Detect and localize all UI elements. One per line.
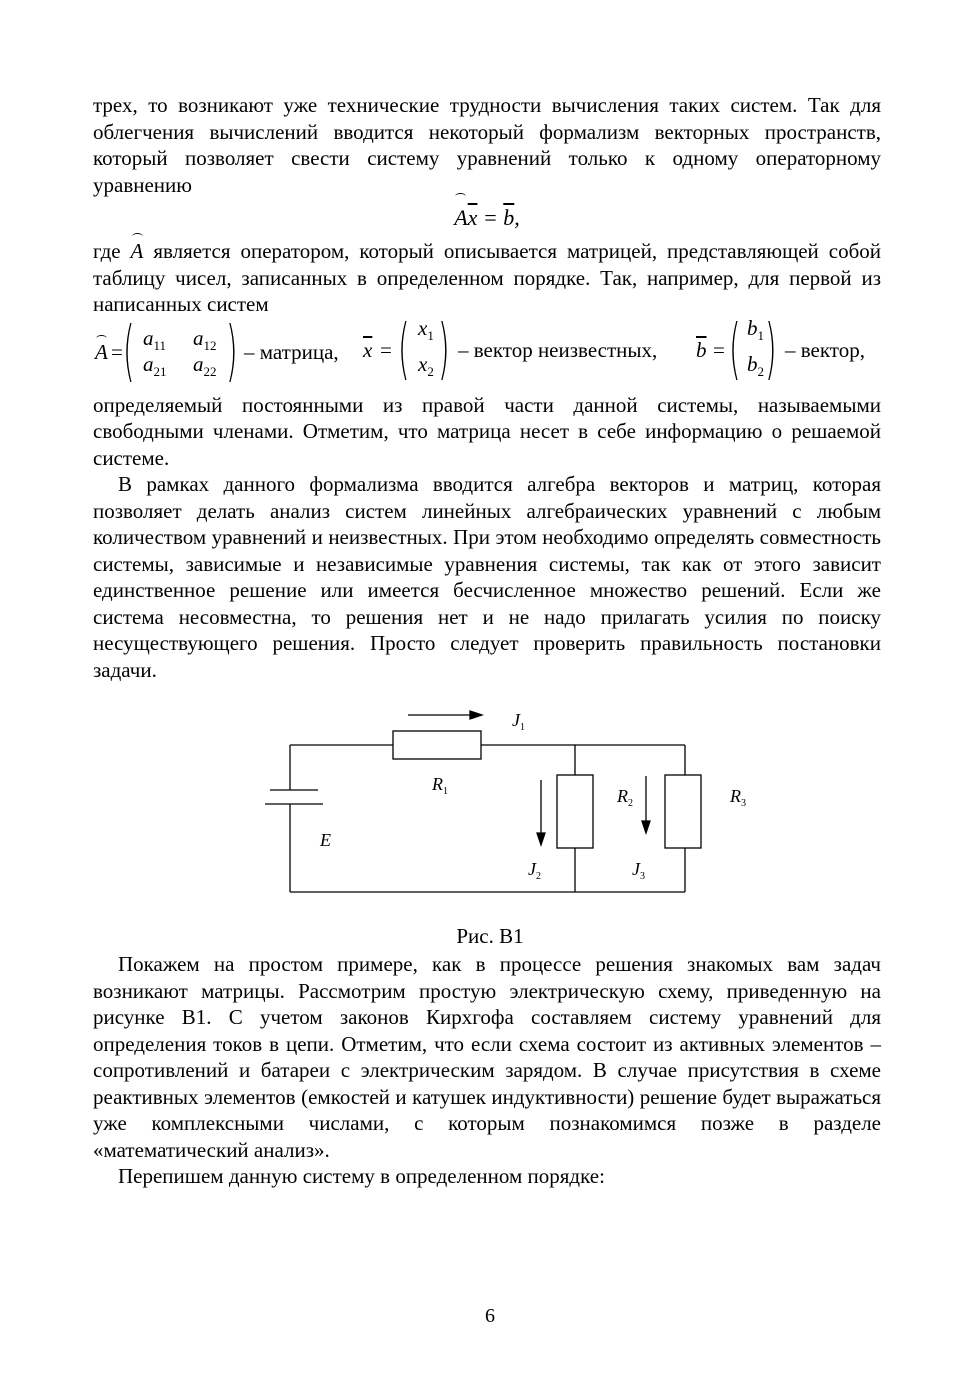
p2-rest: является оператором, который описывается матрицей, представляющей собой таблицу чисел, записанных в определенном порядке. Так, например, для первой из написанных систем: [93, 239, 881, 316]
label-J3: $J_3$: [632, 859, 645, 882]
page-top-text: [93, 92, 881, 683]
paragraph-5: Покажем на простом примере, как в процессе решения знакомых вам задач возникают матрицы. Рассмотрим простую электрическую схему, приведенную на рисунке В1. С учетом законов Кирхгофа составляем систему уравнений для определения токов в цепи. Отметим, что если схема состоит из активных элементов – сопротивлений и батареи с электрическим зарядом. В случае присутствия в схеме реактивных элементов (емкостей и катушек индуктивности) решение будет выражаться уже комплексными числами, с которым познакомимся позже в разделе «математический анализ».: [93, 952, 881, 1162]
vector-x: $\overline{x}$: [467, 205, 478, 230]
label-J1: $J_1$: [512, 710, 525, 733]
paragraph-1: трех, то возникают уже технические трудности вычисления таких систем. Так для облегчения вычислений вводится некоторый формализм векторных пространств, который позволяет свести систему уравнений только к одному операторному уравнению: [93, 93, 881, 197]
label-R3: $R_3$: [730, 786, 746, 809]
vector-b-label: – вектор,: [785, 337, 865, 362]
label-E: E: [320, 830, 331, 850]
paragraph-2: [93, 238, 881, 318]
p2-operator: A: [130, 239, 144, 263]
vector-x-label: – вектор неизвестных,: [458, 337, 658, 362]
operator-equation: [93, 198, 881, 238]
label-J2: $J_2$: [528, 859, 541, 882]
matrix-label: – матрица,: [244, 339, 339, 364]
vector-b-eq: =: [713, 337, 725, 362]
a22: $a_{22}$: [193, 351, 217, 379]
resistor-R2: [557, 775, 593, 848]
arrow-J2-head: [537, 833, 545, 845]
x2: $x_2$: [418, 351, 434, 379]
operator-A: A: [454, 198, 467, 238]
b1: $b_1$: [747, 315, 764, 343]
vx-right-paren: ): [438, 309, 450, 387]
arrow-J1-head: [470, 711, 482, 719]
resistor-R3: [665, 775, 701, 848]
vector-b-symbol: $\overline{b}$: [696, 337, 707, 362]
vector-b: $\overline{b}$: [503, 205, 515, 230]
b2: $b_2$: [747, 351, 764, 379]
page-bottom-text: [93, 951, 881, 1190]
label-R2: $R_2$: [617, 786, 633, 809]
paragraph-4: В рамках данного формализма вводится алгебра векторов и матриц, которая позволяет делать анализ систем линейных алгебраических уравнений с любым количеством уравнений и неизвестных. При этом необходимо определять совместность системы, зависимые и независимые уравнения системы, так как от этого зависит единственное решение или имеется бесчисленное множество решений. Если же система несовместна, то решения нет и не надо прилагать усилия по поиску несуществующего решения. Просто следует проверить правильность постановки задачи.: [93, 472, 881, 682]
paragraph-3: определяемый постоянными из правой части данной системы, называемыми свободными членами. Отметим, что матрица несет в себе информацию о решаемой системе.: [93, 392, 881, 470]
matrix-eq: =: [111, 339, 123, 364]
matrix-left-paren: (: [123, 311, 135, 389]
page-number: 6: [485, 1305, 495, 1327]
a21: $a_{21}$: [143, 351, 167, 379]
vb-right-paren: ): [765, 309, 777, 387]
vb-left-paren: (: [729, 309, 741, 387]
x1: $x_1$: [418, 315, 434, 343]
arrow-J3-head: [642, 821, 650, 833]
p2-prefix: где: [93, 239, 121, 263]
matrix-line: [93, 309, 881, 392]
a12: $a_{12}$: [193, 325, 217, 353]
figure-caption: Рис. В1: [456, 924, 524, 948]
equals-sign: =: [482, 205, 498, 230]
vector-x-symbol: $\overline{x}$: [363, 337, 373, 362]
circuit-diagram: [260, 700, 760, 900]
resistor-R1: [393, 731, 481, 759]
paragraph-6: Перепишем данную систему в определенном порядке:: [118, 1164, 605, 1188]
a11: $a_{11}$: [143, 325, 167, 353]
vector-x-eq: =: [380, 337, 392, 362]
matrix-right-paren: ): [226, 311, 238, 389]
vx-left-paren: (: [398, 309, 410, 387]
label-R1: $R_1$: [432, 774, 448, 797]
matrix-A-symbol: A: [95, 339, 108, 364]
equation-comma: ,: [514, 205, 520, 230]
